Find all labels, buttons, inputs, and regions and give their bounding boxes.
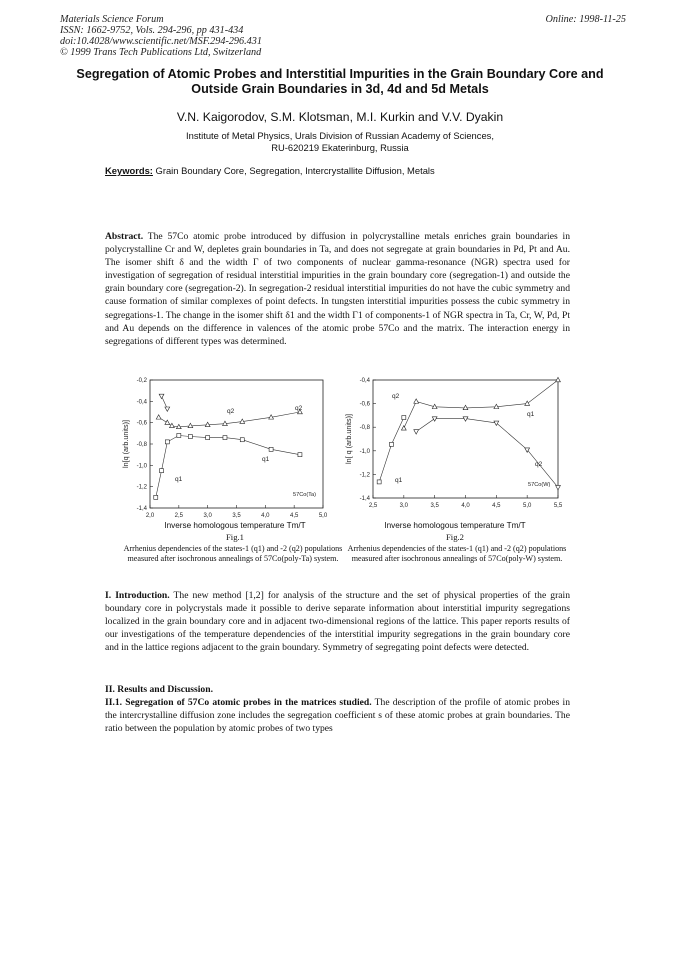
- results-text: The description of the profile of atomic probes in the intercrystalline diffusion zone includes the segregation coefficient s of these atomic probes at grain boundaries. The ratio between the population by atomic probes of two types: [105, 697, 570, 735]
- y-tick-label: -1,4: [136, 506, 147, 512]
- intro-text: The new method [1,2] for analysis of the structure and the set of physical properties of the grain boundary core in polycrystals made it possible to derive separate information about interstitial impurity segregations localized in the grain boundary core and in adjacent two-dimensional regions of the lattice. This paper reports results of our investigations of the temperature dependencies of the interstitial impurity segregations in the grain boundary core and in the lattice regions adjacent to the grain boundary. Symmetry of segregating point defects were detected.: [105, 590, 571, 654]
- series-label-q1: q1: [527, 411, 535, 418]
- inset-label: 57Co(W): [528, 482, 551, 488]
- affiliation: [60, 130, 620, 154]
- y-tick-label: -0,2: [136, 378, 147, 384]
- authors: V.N. Kaigorodov, S.M. Klotsman, M.I. Kurkin and V.V. Dyakin: [176, 110, 504, 124]
- y-tick-label: -1,2: [136, 484, 147, 491]
- fig2-caption: Arrhenius dependencies of the states-1 (q1) and -2 (q2) populations measured after isochronous annealings of 57Co(poly-W) system.: [347, 544, 567, 563]
- fig1-xlabel: Inverse homologous temperature Tm/T: [164, 521, 306, 530]
- x-tick-label: 3,5: [430, 503, 439, 509]
- x-tick-label: 4,5: [289, 513, 299, 519]
- series-line-q1-low: [379, 418, 404, 482]
- series-label-q2: q2: [295, 405, 303, 412]
- point-q1: [432, 417, 437, 421]
- x-tick-label: 5,0: [318, 513, 328, 519]
- abstract-text: The 57Co atomic probe introduced by diffusion in polycrystalline metals enriches grain boundaries in polycrystalline Cr and W, depletes grain boundaries in Ta, and does not segregate at grain boundaries in Pd, Pt and Au. The isomer shift δ and the width Γ of two components of nuclear gamma-resonance (NGR) spectra used for investigation of segregation of residual interstitial impurities in the grain boundary core (segregation-1) and outside the grain boundary core (segregation-2). In segregation-2 residual interstitial impurities do not have the cubic symmetry and cause formation of similar complexes of point defects. In tungsten interstitial impurities possess the cubic symmetry in segregations-1. The change in the isomer shift δ1 and the width Γ1 of components-1 of NGR spectra in Ta, Cr, W, Pd, Pt and Au depends on the difference in valences of the atomic probe 57Co and the matrix. The interaction energy in segregations of different types was determined.: [105, 231, 570, 347]
- results: [105, 683, 570, 735]
- point-q2: [165, 420, 170, 424]
- fig2-chart: [335, 376, 570, 521]
- series-line-q2: [404, 380, 558, 428]
- point-q2: [414, 399, 419, 403]
- inset-label: 57Co(Ta): [293, 492, 317, 498]
- x-tick-label: 4,0: [461, 503, 470, 509]
- point-q2: [556, 377, 561, 381]
- point-q1: [154, 495, 158, 499]
- keywords-label: Keywords:: [105, 165, 153, 176]
- x-tick-label: 3,5: [232, 513, 241, 519]
- point-q1: [160, 469, 164, 473]
- point-q1-high: [165, 407, 170, 411]
- x-tick-label: 2,5: [368, 503, 378, 509]
- point-q1: [165, 440, 169, 444]
- fig2-xlabel: Inverse homologous temperature Tm/T: [384, 521, 526, 530]
- fig1-chart: [105, 376, 335, 521]
- point-q1: [240, 438, 244, 442]
- x-tick-label: 4,5: [492, 503, 501, 509]
- point-q1: [177, 433, 181, 437]
- point-q2: [463, 405, 468, 409]
- point-q1-low: [390, 442, 394, 446]
- series-label-q1: q1: [175, 476, 183, 483]
- keywords-text: Grain Boundary Core, Segregation, Intercrystallite Diffusion, Metals: [155, 165, 435, 176]
- point-q1: [223, 436, 227, 440]
- fig2-plot: [344, 377, 563, 509]
- fig1-label: Fig.1: [226, 532, 244, 542]
- abstract: [105, 230, 570, 348]
- point-q1: [556, 485, 561, 489]
- x-tick-label: 3,0: [399, 503, 409, 509]
- y-tick-label: -0,8: [136, 442, 147, 448]
- results-subheading: II.1. Segregation of 57Co atomic probes in the matrices studied.: [105, 697, 372, 709]
- series-label-q2: q2: [227, 408, 235, 415]
- intro-heading: I. Introduction.: [105, 590, 170, 601]
- abstract-label: Abstract.: [105, 231, 144, 242]
- y-tick-label: -1,0: [136, 463, 147, 470]
- issn: ISSN: 1662-9752, Vols. 294-296, pp 431-434: [60, 25, 244, 36]
- keywords: [105, 165, 435, 176]
- x-tick-label: 5,0: [522, 503, 532, 509]
- fig2-label: Fig.2: [446, 532, 464, 542]
- point-q2: [401, 426, 406, 430]
- paper-title: Segregation of Atomic Probes and Interstitial Impurities in the Grain Boundary Core and Outside Grain Boundaries in 3d, 4d and 5d Metals: [76, 67, 604, 96]
- point-q1-low: [402, 416, 406, 420]
- series-line-q1: [416, 419, 558, 488]
- online-date: Online: 1998-11-25: [545, 14, 626, 25]
- point-q1: [298, 453, 302, 457]
- x-tick-label: 5,5: [553, 503, 563, 509]
- affiliation-line2: RU-620219 Ekaterinburg, Russia: [271, 142, 409, 153]
- point-q2: [188, 423, 193, 427]
- plot-frame: [150, 380, 323, 508]
- series-label-q1: q1: [395, 477, 403, 484]
- point-q2: [156, 415, 161, 419]
- results-heading: II. Results and Discussion.: [105, 684, 213, 695]
- point-q1: [206, 436, 210, 440]
- y-axis-label: ln[q (arb.units)]: [121, 420, 130, 468]
- series-label-q1: q1: [262, 456, 270, 463]
- point-q1: [414, 430, 419, 434]
- journal-meta: [60, 14, 262, 58]
- x-tick-label: 4,0: [261, 513, 270, 519]
- affiliation-line1: Institute of Metal Physics, Urals Division of Russian Academy of Sciences,: [186, 130, 494, 141]
- point-q1: [269, 447, 273, 451]
- y-tick-label: -0,4: [136, 399, 147, 406]
- y-tick-label: -1,2: [359, 472, 370, 479]
- point-q2: [525, 401, 530, 405]
- point-q1: [494, 421, 499, 425]
- point-q1-high: [159, 394, 164, 398]
- copyright: © 1999 Trans Tech Publications Ltd, Switzerland: [60, 47, 262, 58]
- series-label-q2: q2: [392, 393, 400, 400]
- journal-name: Materials Science Forum: [60, 14, 164, 25]
- fig1-caption: Arrhenius dependencies of the states-1 (q1) and -2 (q2) populations measured after isochronous annealings of 57Co(poly-Ta) system.: [123, 544, 343, 563]
- point-q1: [188, 435, 192, 439]
- doi[interactable]: doi:10.4028/www.scientific.net/MSF.294-296.431: [60, 36, 262, 47]
- y-tick-label: -0,8: [359, 425, 370, 432]
- series-line-q1: [156, 436, 300, 498]
- fig1-plot: [121, 378, 328, 519]
- x-tick-label: 2,0: [145, 513, 155, 519]
- point-q1-low: [377, 480, 381, 484]
- y-tick-label: -0,6: [136, 420, 147, 427]
- series-label-q2: q2: [535, 461, 543, 468]
- introduction: [105, 589, 570, 654]
- y-tick-label: -1,4: [359, 496, 370, 502]
- y-axis-label: ln[ q (arb.units)]: [344, 414, 353, 464]
- point-q2: [170, 423, 175, 427]
- x-tick-label: 2,5: [174, 513, 184, 519]
- x-tick-label: 3,0: [203, 513, 212, 519]
- y-tick-label: -0,4: [359, 378, 370, 384]
- y-tick-label: -1,0: [359, 448, 370, 455]
- y-tick-label: -0,6: [359, 401, 370, 408]
